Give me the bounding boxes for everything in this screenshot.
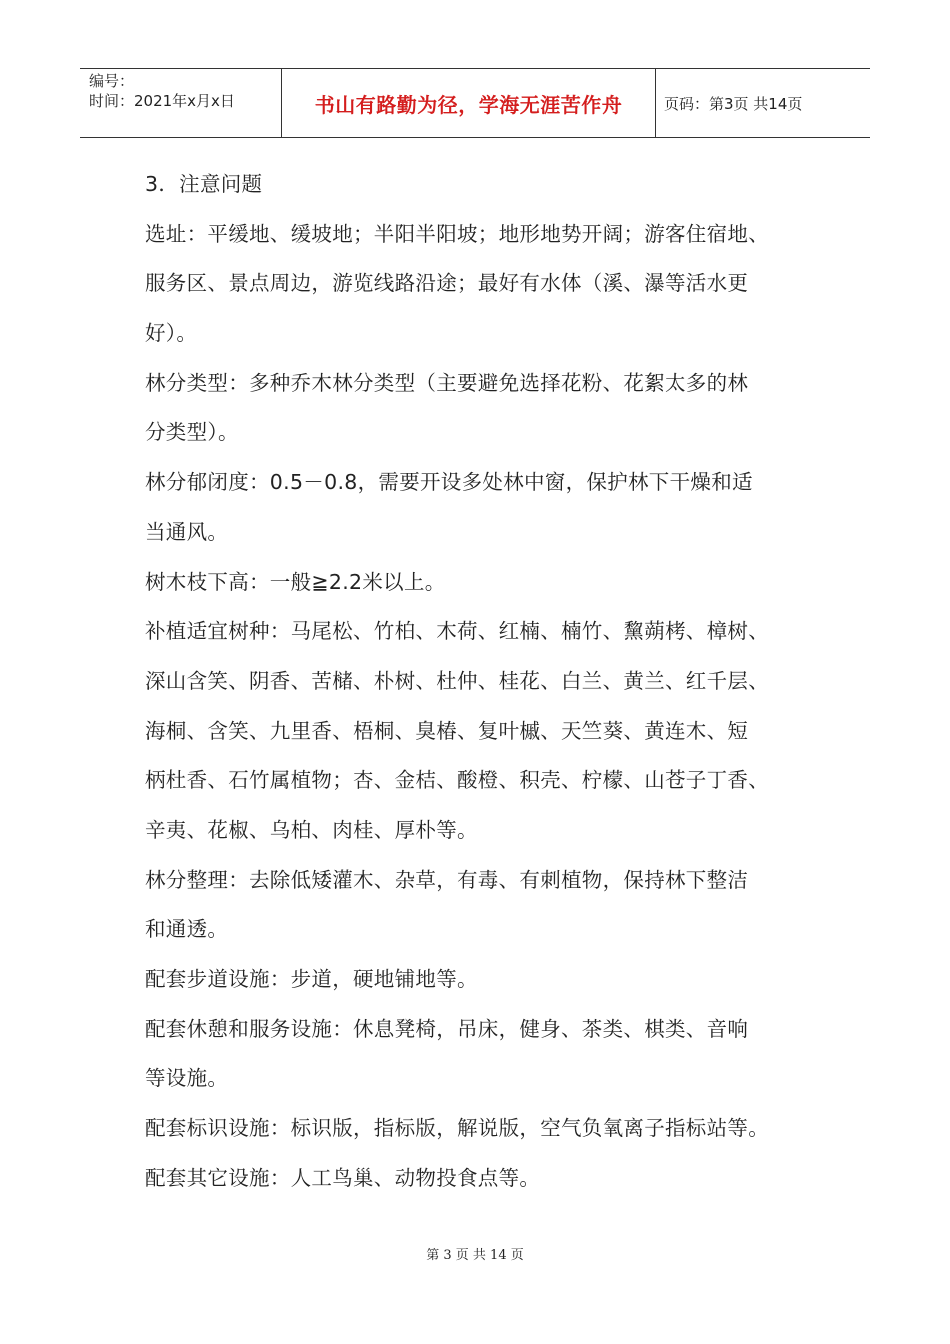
body-line: 等设施。 <box>145 1066 229 1091</box>
header-info-cell <box>80 69 281 137</box>
header-page-cell <box>656 69 870 137</box>
page-footer <box>0 1244 950 1263</box>
page-info: 页码：第3页 共14页 <box>664 94 803 113</box>
body-line: 好）。 <box>145 321 198 346</box>
body-line: 配套步道设施：步道，硬地铺地等。 <box>145 967 478 991</box>
section-heading: 3．注意问题 <box>145 172 263 196</box>
body-line: 林分类型：多种乔木林分类型（主要避免选择花粉、花絮太多的林 <box>145 370 749 395</box>
body-line: 补植适宜树种：马尾松、竹柏、木荷、红楠、楠竹、黧蒴栲、樟树、 <box>145 619 769 644</box>
body-line: 配套休憩和服务设施：休息凳椅，吊床，健身、茶类、棋类、音响 <box>145 1016 749 1041</box>
body-line: 林分整理：去除低矮灌木、杂草，有毒、有刺植物，保持林下整洁 <box>145 867 749 892</box>
body-line: 辛夷、花椒、乌柏、肉桂、厚朴等。 <box>145 817 478 842</box>
body-line: 林分郁闭度：0.5－0.8，需要开设多处林中窗，保护林下干燥和适 <box>145 470 753 495</box>
document-body <box>145 160 835 1203</box>
body-line: 深山含笑、阴香、苦槠、朴树、杜仲、桂花、白兰、黄兰、红千层、 <box>145 668 769 693</box>
body-line: 和通透。 <box>145 917 229 942</box>
page-header <box>80 68 870 138</box>
body-line: 选址：平缓地、缓坡地；半阳半阳坡；地形地势开阔；游客住宿地、 <box>145 221 769 246</box>
time-label: 时间：2021年x月x日 <box>89 92 235 110</box>
body-line: 服务区、景点周边，游览线路沿途；最好有水体（溪、瀑等活水更 <box>145 271 749 296</box>
body-line: 海桐、含笑、九里香、梧桐、臭椿、复叶槭、天竺葵、黄连木、短 <box>145 718 749 743</box>
header-motto-cell <box>281 69 656 137</box>
footer-page-number: 第 3 页 共 14 页 <box>426 1248 524 1263</box>
body-line: 树木枝下高：一般≧2.2米以上。 <box>145 569 446 594</box>
body-line: 配套标识设施：标识版，指标版，解说版，空气负氧离子指标站等。 <box>145 1116 769 1141</box>
body-line: 配套其它设施：人工鸟巢、动物投食点等。 <box>145 1165 541 1190</box>
motto: 书山有路勤为径，学海无涯苦作舟 <box>314 92 623 117</box>
code-label: 编号： <box>89 72 135 90</box>
body-line: 柄杜香、石竹属植物；杏、金桔、酸橙、积壳、柠檬、山苍子丁香、 <box>145 768 769 793</box>
body-line: 当通风。 <box>145 519 229 544</box>
body-line: 分类型）。 <box>145 420 239 445</box>
